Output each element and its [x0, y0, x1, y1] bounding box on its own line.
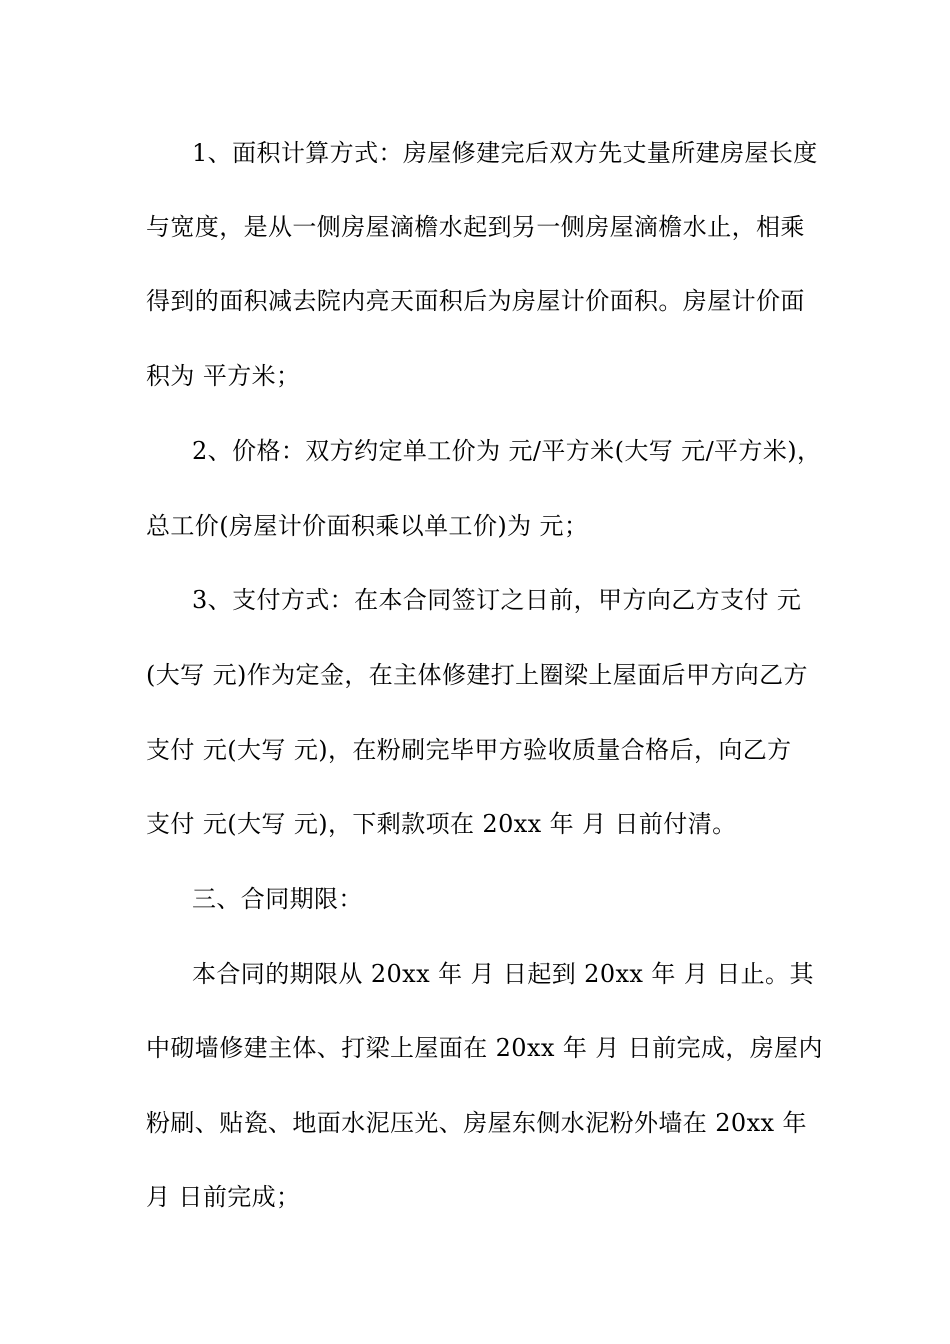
text-line: 3、支付方式：在本合同签订之日前，甲方向乙方支付 元 [192, 586, 802, 614]
text-line: 积为 平方米； [146, 362, 301, 390]
text-line: (大写 元)作为定金，在主体修建打上圈梁上屋面后甲方向乙方 [146, 661, 808, 689]
text-line: 支付 元(大写 元)，在粉刷完毕甲方验收质量合格后，向乙方 [146, 736, 792, 764]
text-line: 2、价格：双方约定单工价为 元/平方米(大写 元/平方米)， [192, 437, 822, 465]
text-line: 得到的面积减去院内亮天面积后为房屋计价面积。房屋计价面 [146, 287, 805, 315]
text-line: 本合同的期限从 20xx 年 月 日起到 20xx 年 月 日止。其 [192, 960, 814, 988]
text-line: 月 日前完成； [146, 1183, 301, 1211]
text-line: 粉刷、贴瓷、地面水泥压光、房屋东侧水泥粉外墙在 20xx 年 [146, 1109, 807, 1137]
section-heading: 三、合同期限： [192, 885, 363, 913]
text-line: 与宽度，是从一侧房屋滴檐水起到另一侧房屋滴檐水止，相乘 [146, 213, 805, 241]
text-line: 中砌墙修建主体、打梁上屋面在 20xx 年 月 日前完成，房屋内 [146, 1034, 823, 1062]
text-line: 支付 元(大写 元)，下剩款项在 20xx 年 月 日前付清。 [146, 810, 737, 838]
text-line: 1、面积计算方式：房屋修建完后双方先丈量所建房屋长度 [192, 139, 818, 167]
text-line: 总工价(房屋计价面积乘以单工价)为 元； [146, 512, 589, 540]
